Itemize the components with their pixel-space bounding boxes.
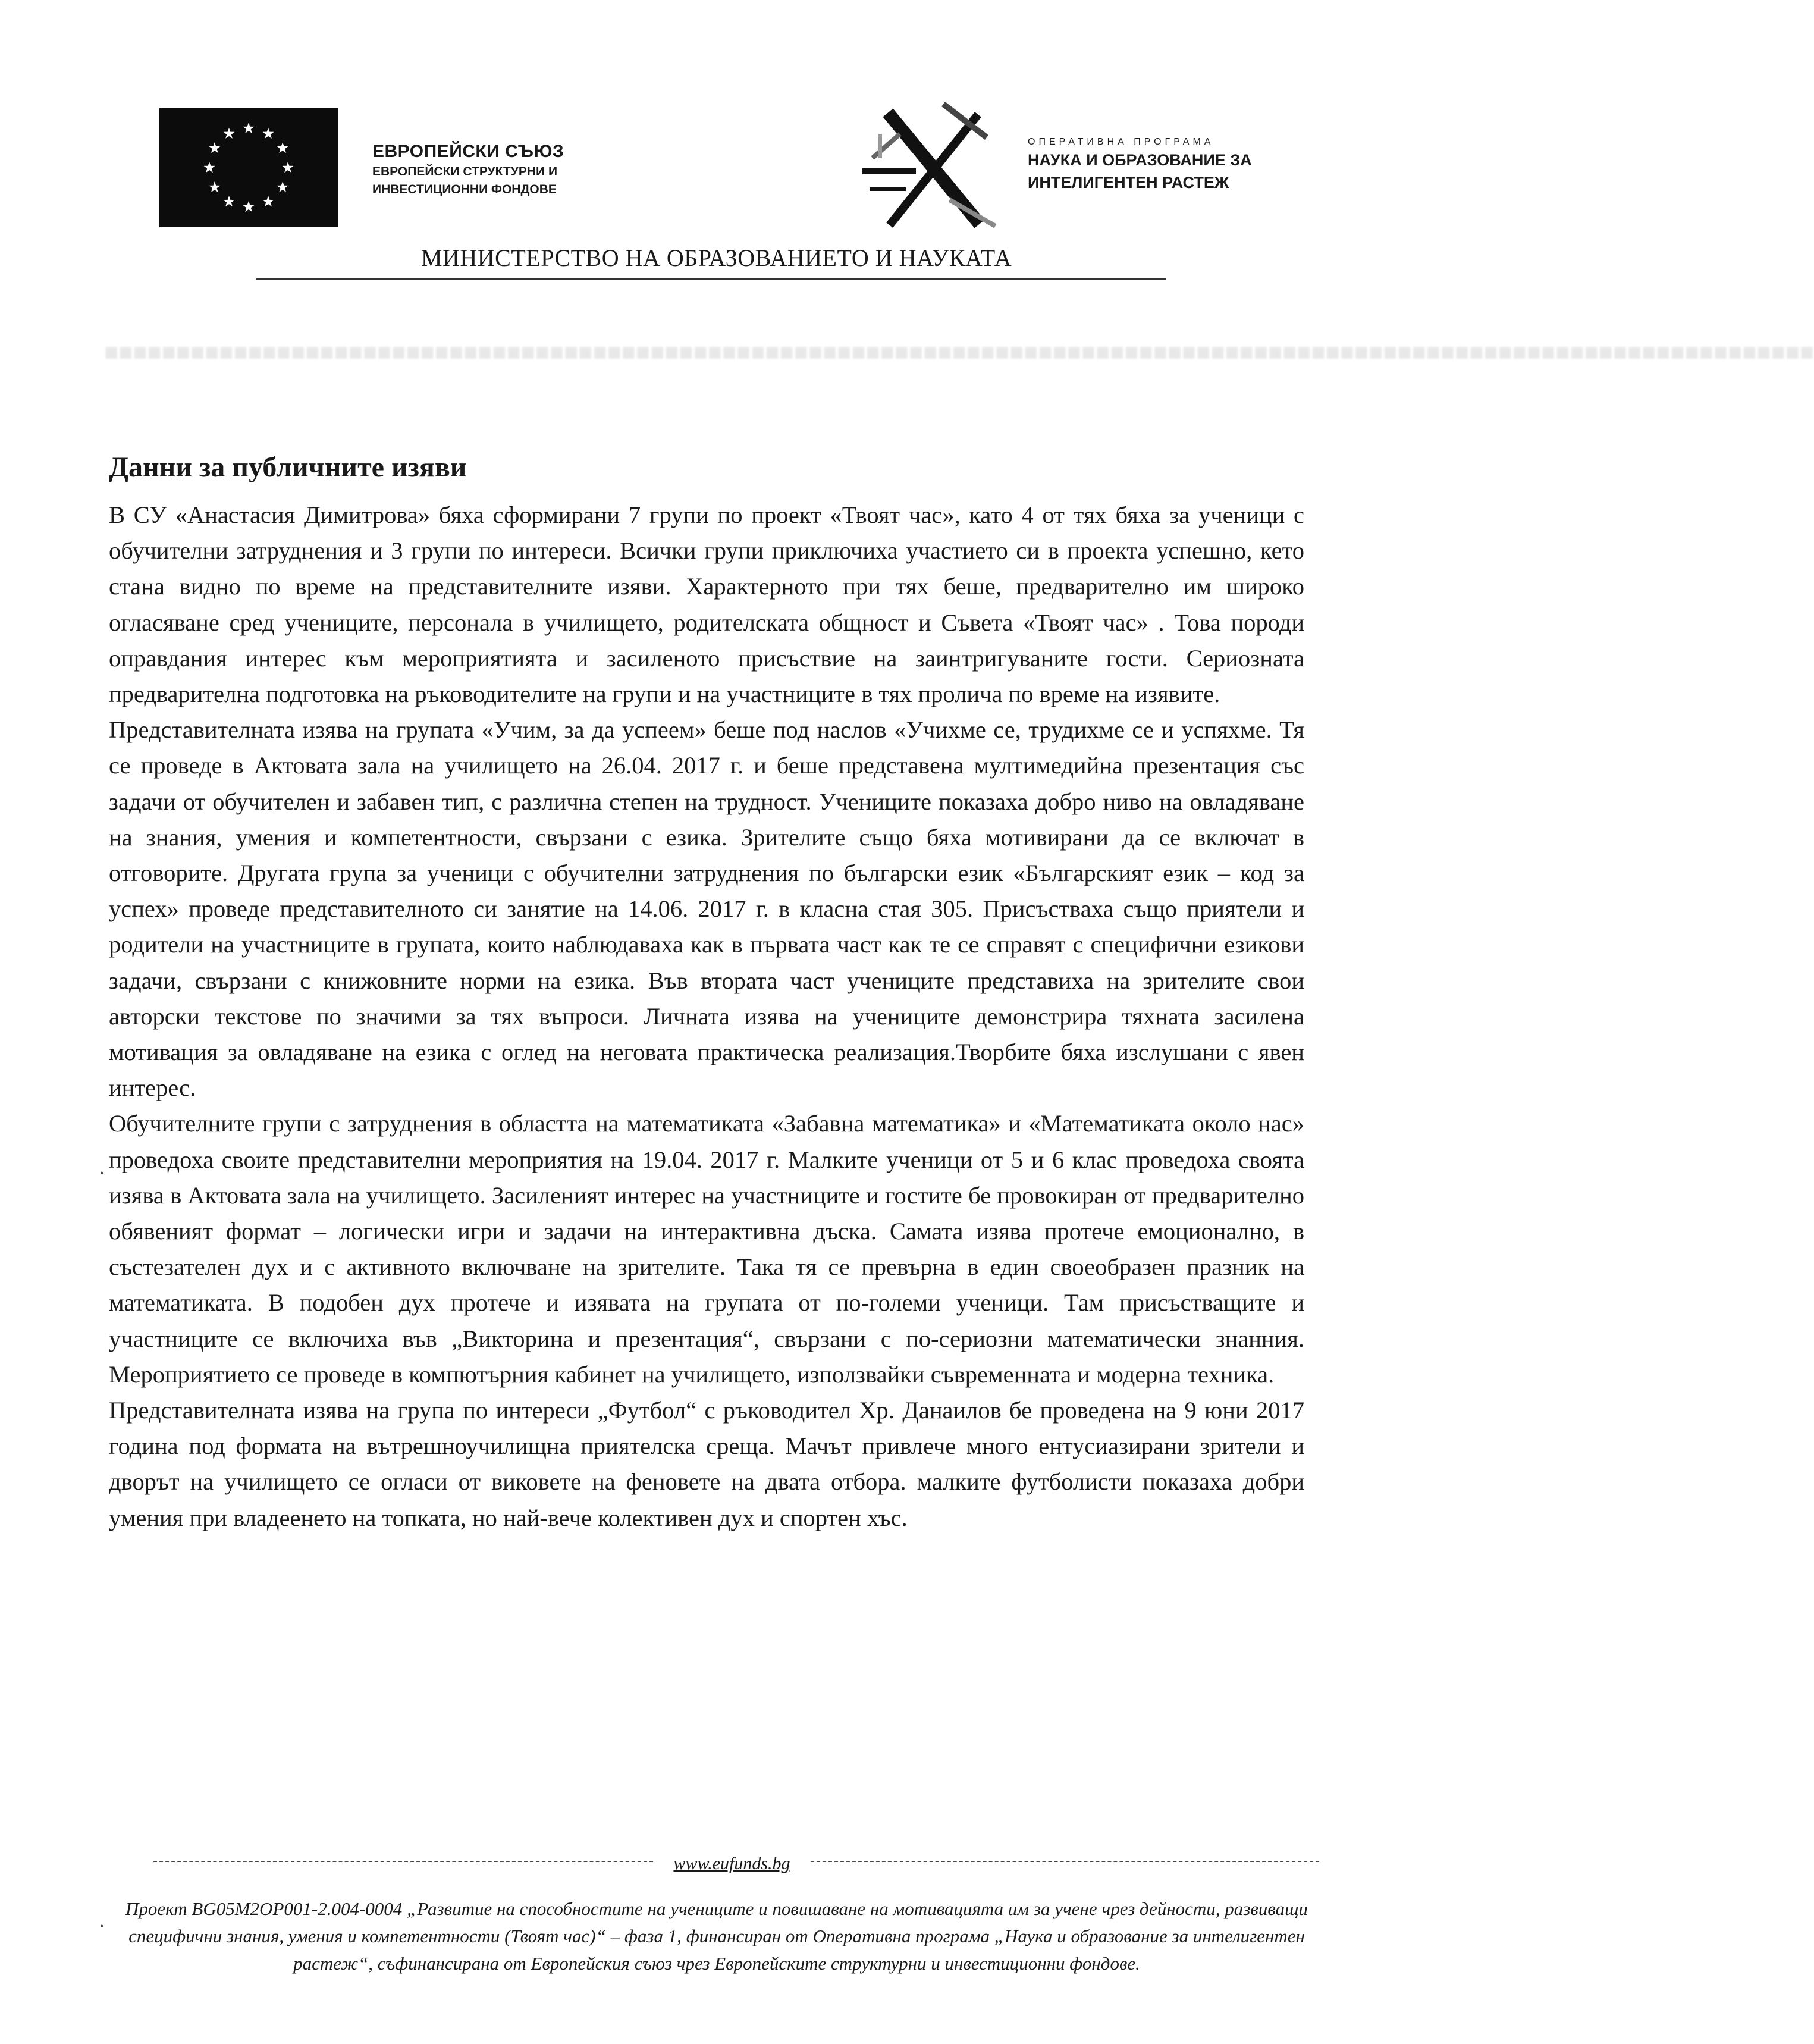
op-title-line-2: ИНТЕЛИГЕНТЕН РАСТЕЖ (1028, 174, 1229, 192)
op-programme-label: ОПЕРАТИВНА ПРОГРАМА (1028, 137, 1214, 147)
paragraph-4: Представителната изява на група по интереси „Футбол“ с ръководител Хр. Данаилов бе проведена на 9 юни 2017 година под формата на вътрешноучилищна приятелска среща. Мачът привлече много ентусиазирани зрители и дворът на училището се огласи от виковете на феновете на двата отбора. малките футболисти показаха добри умения при владеенето на топката, но най-вече колективен дух и спортен хъс. (109, 1397, 1304, 1531)
eu-title: ЕВРОПЕЙСКИ СЪЮЗ (372, 142, 564, 161)
footer-dash-right (811, 1861, 1319, 1862)
eu-flag-icon (159, 108, 338, 227)
scan-dot: • (100, 1920, 104, 1932)
project-footnote: Проект BG05M2OP001-2.004-0004 „Развитие на способностите на учениците и повишаване на мотивацията им за учене чрез дейности, развиващи специфични знания, умения и компетентности (Твоят час)“ – фаза 1, финансиран от Оперативна програма „Наука и образование за интелигентен растеж“, съфинансирана от Европейския съюз чрез Европейските структурни и инвестиционни фондове. (125, 1898, 1308, 1974)
eu-logo (159, 108, 576, 227)
paragraph-1: В СУ «Анастасия Димитрова» бяха сформирани 7 групи по проект «Твоят час», като 4 от тях бяха за ученици с обучителни затруднения и 3 групи по интереси. Всички групи приключиха участието си в проекта успешно, кето стана видно по време на представителните изяви. Характерното при тях беше, предварително им широко огласяване сред учениците, персонала в училището, родителската общност и Съвета «Твоят час» . Това породи оправдания интерес към мероприятията и засиленото присъствие на заинтригуваните гости. Сериозната предварителна подготовка на ръководителите на групи и на участниците в тях пролича по време на изявите. (109, 501, 1304, 708)
eu-subtitle-line-2: ИНВЕСТИЦИОННИ ФОНДОВЕ (372, 183, 557, 196)
eufunds-link[interactable]: www.eufunds.bg (673, 1854, 790, 1873)
paragraph-3: Обучителните групи с затруднения в областта на математиката «Забавна математика» и «Математиката около нас» проведоха своите представителни мероприятия на 19.04. 2017 г. Малките ученици от 5 и 6 клас проведоха своята изява в Актовата зала на училището. Засиленият интерес на участниците и гостите бе провокиран от предварително обявеният формат – логически игри и задачи на интерактивна дъска. Самата изява протече емоционално, в състезателен дух и с активното включване на зрителите. Така тя се превърна в един своеобразен празник на математиката. В подобен дух протече и изявата на групата от по-големи ученици. Там присъстващите и участниците се включиха във „Викторина и презентация“, свързани с по-сериозни математически знанния. Мероприятието се проведе в компютърния кабинет на училището, използвайки съвременната и модерна техника. (109, 1110, 1304, 1388)
op-x-logo-icon (856, 100, 1005, 237)
eu-star (243, 201, 254, 212)
paragraph-2: Представителната изява на групата «Учим, за да успеем» беше под наслов «Учихме се, трудихме се и успяхме. Тя се проведе в Актовата зала на училището на 26.04. 2017 г. и беше представена мултимедийна презентация със задачи от обучителен и забавен тип, с различна степен на трудност. Учениците показаха добро ниво на овладяване на знания, умения и компетентности, свързани с езика. Зрителите също бяха мотивирани да се включат в отговорите. Другата група за ученици с обучителни затруднения по български език «Българският език – код за успех» проведе представителното си занятие на 14.06. 2017 г. в класна стая 305. Присъстваха също приятели и родители на участниците в групата, които наблюдаваха как в първата част как те се справят с специфични езикови задачи, свързани с книжовните норми на езика. Във втората част учениците представиха на зрителите свои авторски текстове по значими за тях въпроси. Личната изява на учениците демонстрира тяхната засилена мотивация за овладяване на езика с оглед на неговата практическа реализация.Творбите бяха изслушани с явен интерес. (109, 716, 1304, 1102)
eu-star (262, 196, 274, 206)
eu-star (243, 123, 254, 133)
eu-star (282, 162, 293, 173)
eu-subtitle-line-1: ЕВРОПЕЙСКИ СТРУКТУРНИ И (372, 165, 558, 178)
eu-star (223, 128, 234, 139)
op-title-line-1: НАУКА И ОБРАЗОВАНИЕ ЗА (1028, 151, 1252, 169)
footer-rule (153, 1854, 1319, 1873)
ministry-title: МИНИСТЕРСТВО НА ОБРАЗОВАНИЕТО И НАУКАТА (420, 244, 1012, 271)
eu-star (277, 142, 288, 153)
eu-star (262, 128, 274, 139)
document-body (109, 497, 1304, 1536)
eu-star (277, 181, 288, 192)
eu-star (203, 162, 215, 173)
eu-star (209, 142, 220, 153)
eu-star (223, 196, 234, 206)
scan-dot: • (100, 1167, 104, 1179)
section-heading: Данни за публичните изяви (109, 452, 467, 483)
eu-star (209, 181, 220, 192)
operational-programme-logo (856, 100, 1308, 237)
bleed-through-shadow: ■■■■■■■■■■■■■■■■■■■■■■■■■■■■■■■■■■■■■■■■■■■■■■■■■■■■■■■■■■■■■■■■■■■■■■■■■■■■■■■■■■■■■■■■■■■■■■■■■■■■■■■■■■■■■■■■■■■■■■■ (104, 338, 1814, 365)
footer-dash-left (153, 1861, 653, 1862)
header-divider (256, 278, 1166, 280)
